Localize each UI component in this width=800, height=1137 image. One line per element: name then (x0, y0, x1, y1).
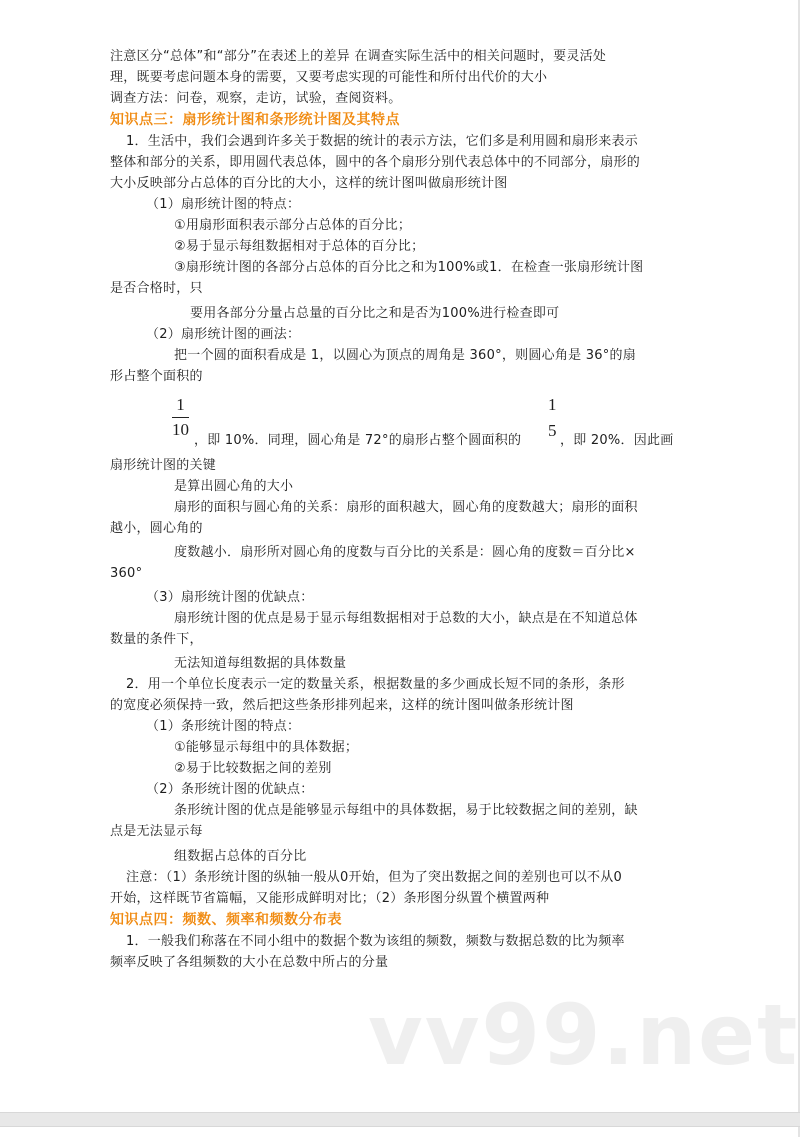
page-separator (0, 1112, 800, 1127)
paragraph-line: 360° (110, 566, 143, 581)
fraction-one-fifth: 1 5 (548, 395, 557, 440)
fraction-text: ，即 10%．同理，圆心角是 72°的扇形占整个圆面积的 (194, 433, 522, 448)
list-item: ①用扇形面积表示部分占总体的百分比； (174, 218, 412, 233)
subsection-title: （3）扇形统计图的优缺点： (146, 590, 314, 605)
subsection-title: （2）扇形统计图的画法： (146, 327, 301, 342)
fraction-one-tenth: 1 10 (172, 395, 189, 439)
note-line: 注意：（1）条形统计图的纵轴一般从0开始，但为了突出数据之间的差别也可以不从0 (126, 870, 623, 885)
fraction-line (110, 395, 688, 453)
list-item: ①能够显示每组中的具体数据； (174, 740, 359, 755)
paragraph-line: 2．用一个单位长度表示一定的数量关系，根据数量的多少画成长短不同的条形，条形 (126, 677, 625, 692)
paragraph-line: 是否合格时，只 (110, 281, 203, 296)
paragraph-line: 扇形的面积与圆心角的关系：扇形的面积越大，圆心角的度数越大；扇形的面积 (174, 500, 638, 515)
paragraph-line: 组数据占总体的百分比 (174, 849, 307, 864)
list-item: ②易于比较数据之间的差别 (174, 761, 332, 776)
paragraph-line: 越小，圆心角的 (110, 521, 203, 536)
paragraph-line: 要用各部分分量占总量的百分比之和是否为100%进行检查即可 (190, 306, 560, 321)
paragraph-line: 频率反映了各组频数的大小在总数中所占的分量 (110, 955, 389, 970)
paragraph-line: 注意区分“总体”和“部分”在表述上的差异 在调查实际生活中的相关问题时，要灵活处 (110, 49, 607, 64)
list-item: ②易于显示每组数据相对于总体的百分比； (174, 239, 425, 254)
document-body (110, 46, 688, 973)
paragraph-line: 是算出圆心角的大小 (174, 479, 294, 494)
paragraph-line: 理，既要考虑问题本身的需要，又要考虑实现的可能性和所付出代价的大小 (110, 70, 548, 85)
paragraph-line: 调查方法：问卷，观察，走访，试验，查阅资料。 (110, 91, 402, 106)
paragraph-line: 点是无法显示每 (110, 824, 203, 839)
paragraph-line: 形占整个面积的 (110, 369, 203, 384)
section-heading-4: 知识点四：频数、频率和频数分布表 (110, 912, 342, 928)
subsection-title: （2）条形统计图的优缺点： (146, 782, 314, 797)
list-item: ③扇形统计图的各部分占总体的百分比之和为100%或1．在检查一张扇形统计图 (174, 260, 644, 275)
paragraph-line: 无法知道每组数据的具体数量 (174, 656, 347, 671)
subsection-title: （1）条形统计图的特点： (146, 719, 301, 734)
paragraph-line: 扇形统计图的优点是易于显示每组数据相对于总数的大小，缺点是在不知道总体 (174, 611, 638, 626)
paragraph-line: 度数越小．扇形所对圆心角的度数与百分比的关系是：圆心角的度数＝百分比× (174, 545, 636, 560)
paragraph-line: 条形统计图的优点是能够显示每组中的具体数据，易于比较数据之间的差别，缺 (174, 803, 638, 818)
paragraph-line: 扇形统计图的关键 (110, 458, 217, 473)
paragraph-line: 的宽度必须保持一致，然后把这些条形排列起来，这样的统计图叫做条形统计图 (110, 698, 574, 713)
section-heading-3: 知识点三：扇形统计图和条形统计图及其特点 (110, 112, 400, 128)
fraction-text: ，即 20%．因此画 (560, 433, 674, 448)
note-line: 开始，这样既节省篇幅，又能形成鲜明对比；（2）条形图分纵置个横置两种 (110, 891, 550, 906)
paragraph-line: 大小反映部分占总体的百分比的大小，这样的统计图叫做扇形统计图 (110, 176, 508, 191)
paragraph-line: 1．一般我们称落在不同小组中的数据个数为该组的频数，频数与数据总数的比为频率 (126, 934, 625, 949)
paragraph-line: 1．生活中，我们会遇到许多关于数据的统计的表示方法，它们多是利用圆和扇形来表示 (126, 134, 639, 149)
subsection-title: （1）扇形统计图的特点： (146, 197, 301, 212)
paragraph-line: 把一个圆的面积看成是 1，以圆心为顶点的周角是 360°，则圆心角是 36°的扇 (174, 348, 637, 363)
paragraph-line: 数量的条件下， (110, 632, 203, 647)
watermark: vv99.net (368, 986, 800, 1084)
paragraph-line: 整体和部分的关系，即用圆代表总体，圆中的各个扇形分别代表总体中的不同部分，扇形的 (110, 155, 641, 170)
